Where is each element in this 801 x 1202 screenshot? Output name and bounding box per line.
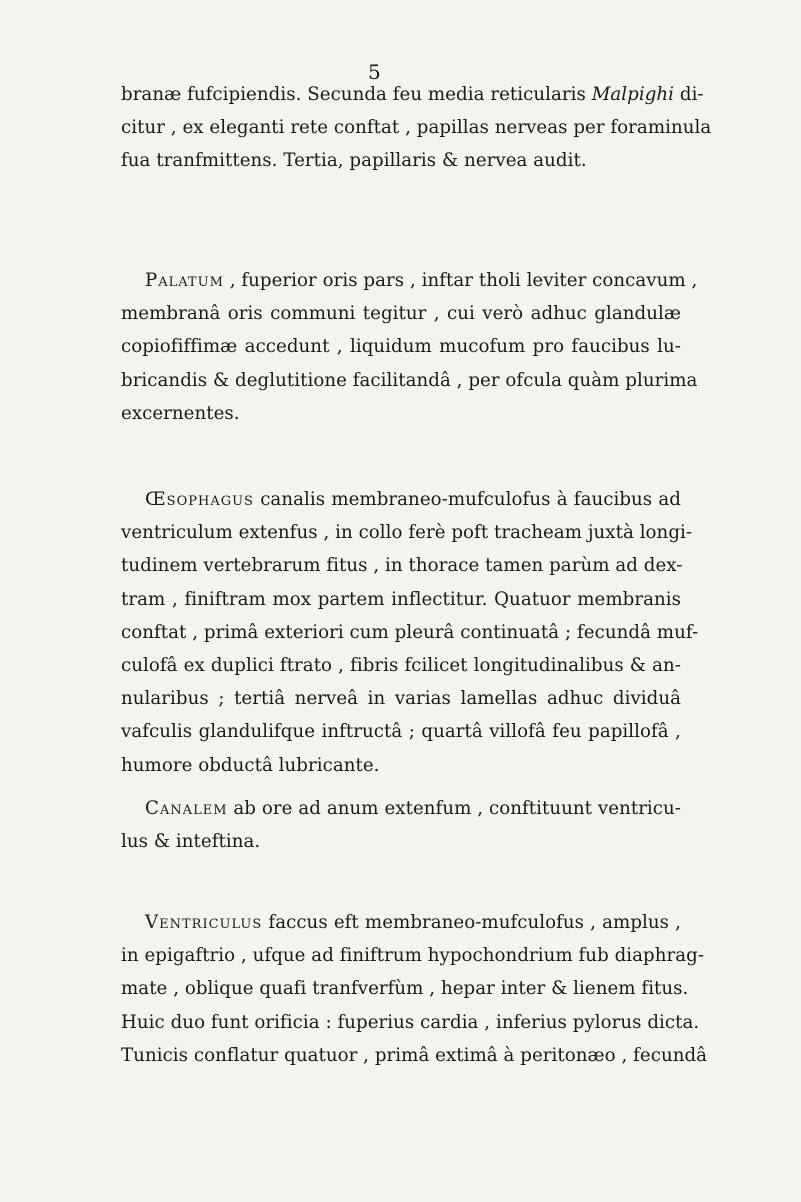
paragraph-canalem bbox=[121, 792, 681, 858]
text-line: culofâ ex duplici ftrato , fibris fcilicet longitudinalibus & an- bbox=[121, 655, 681, 677]
text-line: mate , oblique quafi tranfverfùm , hepar inter & lienem fitus. bbox=[121, 978, 689, 1000]
text-line: lus & inteftina. bbox=[121, 831, 261, 853]
text-line: Tunicis conflatur quatuor , primâ extimâ à peritonæo , fecundâ bbox=[121, 1044, 708, 1066]
text-line: excernentes. bbox=[121, 402, 240, 424]
paragraph-oesophagus bbox=[121, 483, 699, 782]
text-line: membranâ oris communi tegitur , cui verò adhuc glandulæ bbox=[121, 303, 681, 325]
text-line: citur , ex eleganti rete conftat , papillas nerveas per foraminula bbox=[121, 117, 712, 139]
text-line: fua tranfmittens. Tertia, papillaris & nervea audit. bbox=[121, 150, 587, 172]
text-line: Huic duo funt orificia : fuperius cardia , inferius pylorus dicta. bbox=[121, 1011, 700, 1033]
text-line: copiofiffimæ accedunt , liquidum mucofum pro faucibus lu- bbox=[121, 336, 681, 358]
text-line: tram , finiftram mox partem inflectitur. Quatuor membranis bbox=[121, 588, 681, 610]
text-line: humore obductâ lubricante. bbox=[121, 754, 380, 776]
text-line: tudinem vertebrarum fitus , in thorace tamen parùm ad dex- bbox=[121, 555, 683, 577]
text-line: conftat , primâ exteriori cum pleurâ continuatâ ; fecundâ muf- bbox=[121, 621, 699, 643]
text-line: vafculis glandulifque inftructâ ; quartâ villofâ feu papillofâ , bbox=[121, 721, 681, 743]
text-line: nularibus ; tertiâ nerveâ in varias lamellas adhuc dividuâ bbox=[121, 688, 681, 710]
text-line: in epigaftrio , ufque ad finiftrum hypochondrium fub diaphrag- bbox=[121, 945, 705, 967]
italic-term: Malpighi bbox=[591, 84, 675, 105]
section-term: Palatum bbox=[145, 270, 224, 291]
text-line: ventriculum extenfus , in collo ferè poft tracheam juxtà longi- bbox=[121, 522, 693, 544]
section-term: Œsophagus bbox=[145, 489, 254, 510]
text-line: bricandis & deglutitione facilitandâ , per ofcula quàm plurima bbox=[121, 369, 698, 391]
text-line: Palatum , fuperior oris pars , inftar tholi leviter concavum , bbox=[145, 270, 698, 291]
text-line: branæ fufcipiendis. Secunda feu media reticularis Malpighi di- bbox=[121, 84, 704, 105]
text-line: Ventriculus faccus eft membraneo-mufculofus , amplus , bbox=[145, 912, 681, 933]
page-number: 5 bbox=[368, 60, 381, 84]
text-line: Canalem ab ore ad anum extenfum , conftituunt ventricu- bbox=[145, 798, 681, 819]
text-line: Œsophagus canalis membraneo-mufculofus à faucibus ad bbox=[145, 489, 681, 510]
paragraph-ventriculus bbox=[121, 906, 708, 1072]
section-term: Canalem bbox=[145, 798, 228, 819]
section-term: Ventriculus bbox=[145, 912, 263, 933]
paragraph-palatum bbox=[121, 264, 698, 430]
paragraph-membranes bbox=[121, 78, 712, 178]
